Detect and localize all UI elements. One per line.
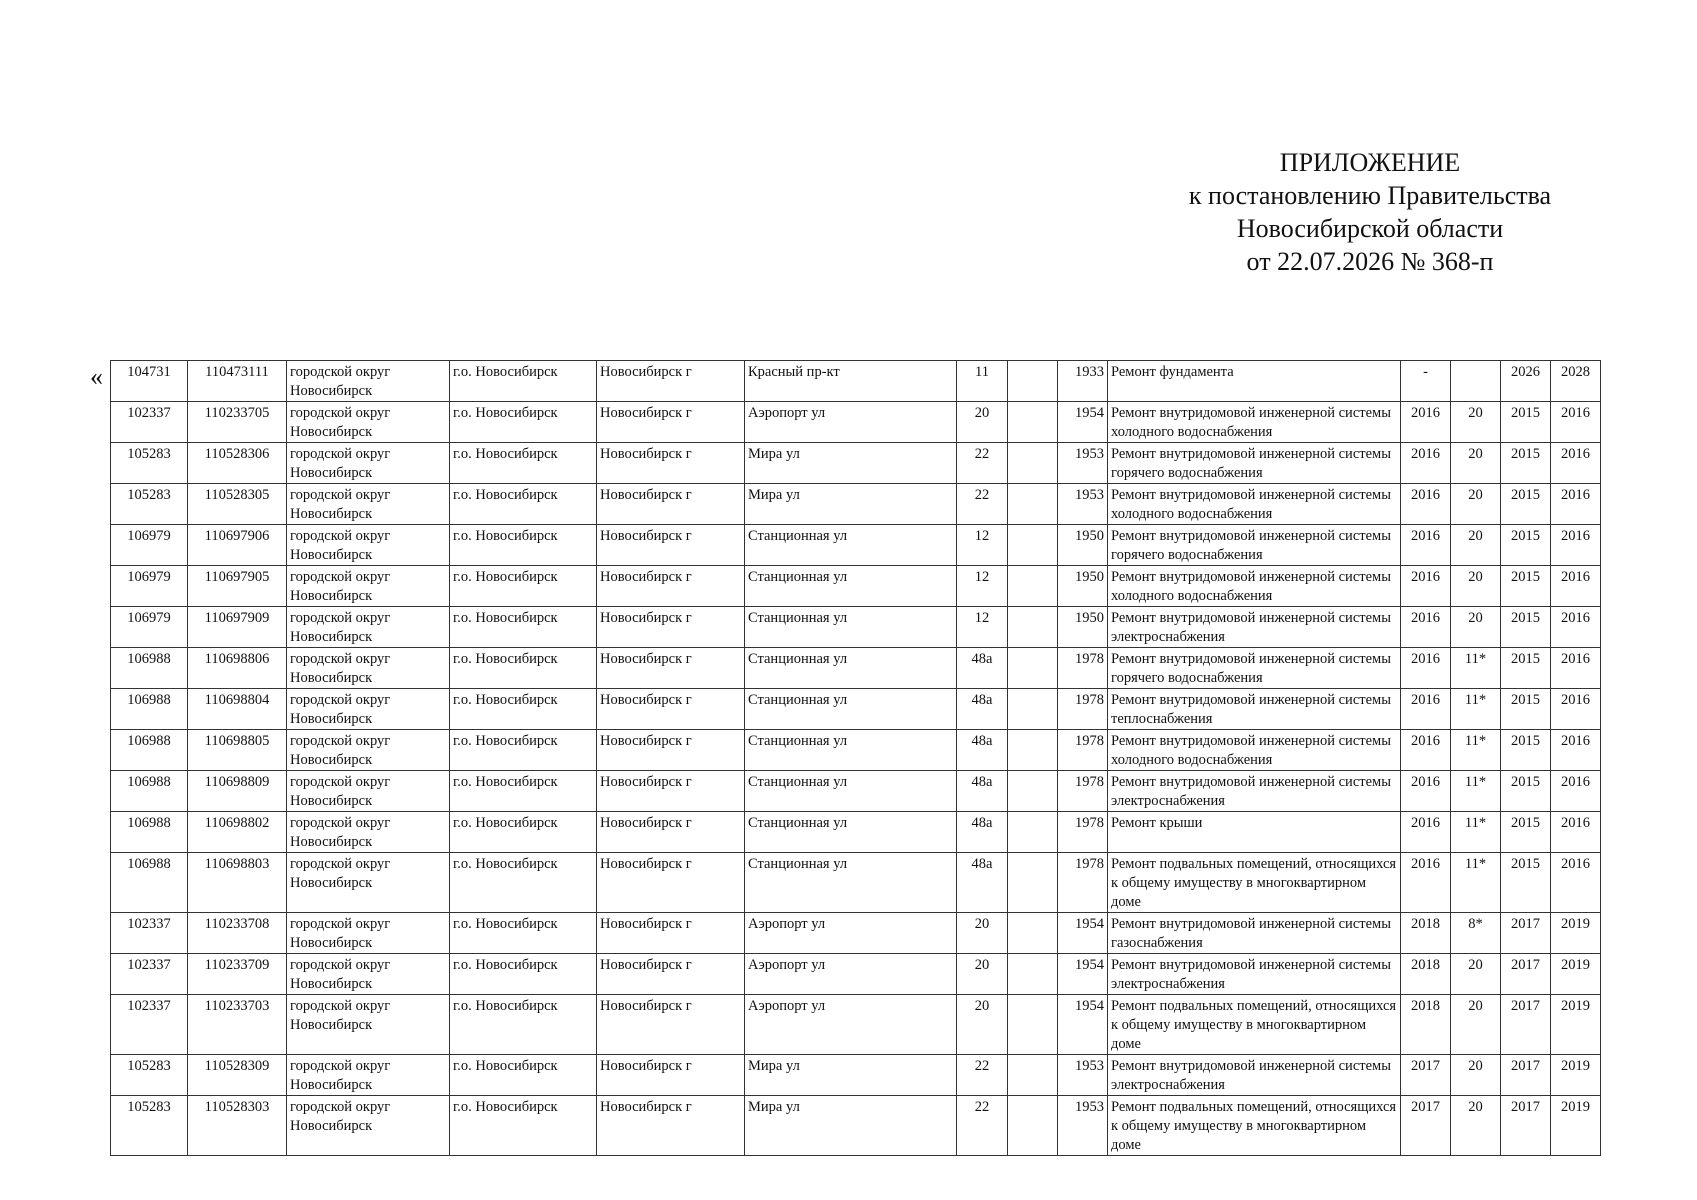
build-year-cell: 1978 — [1058, 648, 1108, 689]
start-year-cell: 2015 — [1501, 402, 1551, 443]
last-repair-year-cell: 2016 — [1401, 648, 1451, 689]
end-year-cell: 2016 — [1551, 648, 1601, 689]
work-type-cell: Ремонт внутридомовой инженерной системы электроснабжения — [1108, 1055, 1401, 1096]
work-id-cell: 110528303 — [188, 1096, 287, 1156]
settlement-cell: Новосибирск г — [597, 525, 745, 566]
work-type-cell: Ремонт внутридомовой инженерной системы горячего водоснабжения — [1108, 443, 1401, 484]
period-cell: 8* — [1451, 913, 1501, 954]
work-id-cell: 110233709 — [188, 954, 287, 995]
build-year-cell: 1954 — [1058, 402, 1108, 443]
period-cell: 11* — [1451, 853, 1501, 913]
work-id-cell: 110528306 — [188, 443, 287, 484]
settlement-cell: Новосибирск г — [597, 648, 745, 689]
settlement-cell: Новосибирск г — [597, 1055, 745, 1096]
municipality-cell: городской округ Новосибирск — [287, 771, 450, 812]
house-id-cell: 105283 — [111, 1055, 188, 1096]
period-cell: 11* — [1451, 648, 1501, 689]
header-title: ПРИЛОЖЕНИЕ — [1279, 148, 1461, 177]
municipality-cell: городской округ Новосибирск — [287, 689, 450, 730]
settlement-cell: Новосибирск г — [597, 689, 745, 730]
house-number-cell: 20 — [957, 995, 1008, 1055]
build-year-cell: 1953 — [1058, 484, 1108, 525]
end-year-cell: 2016 — [1551, 525, 1601, 566]
start-year-cell: 2015 — [1501, 853, 1551, 913]
period-cell: 20 — [1451, 566, 1501, 607]
period-cell: 20 — [1451, 995, 1501, 1055]
district-cell: г.о. Новосибирск — [450, 689, 597, 730]
build-year-cell: 1953 — [1058, 1055, 1108, 1096]
table-row — [111, 954, 1601, 995]
house-number-cell: 22 — [957, 443, 1008, 484]
table-row — [111, 771, 1601, 812]
period-cell: 20 — [1451, 525, 1501, 566]
period-cell: 20 — [1451, 954, 1501, 995]
building-cell — [1008, 1096, 1058, 1156]
last-repair-year-cell: 2017 — [1401, 1096, 1451, 1156]
district-cell: г.о. Новосибирск — [450, 913, 597, 954]
work-type-cell: Ремонт внутридомовой инженерной системы холодного водоснабжения — [1108, 402, 1401, 443]
last-repair-year-cell: 2016 — [1401, 402, 1451, 443]
house-id-cell: 105283 — [111, 443, 188, 484]
build-year-cell: 1978 — [1058, 771, 1108, 812]
municipality-cell: городской округ Новосибирск — [287, 995, 450, 1055]
work-type-cell: Ремонт подвальных помещений, относящихся к общему имуществу в многоквартирном доме — [1108, 853, 1401, 913]
district-cell: г.о. Новосибирск — [450, 607, 597, 648]
work-id-cell: 110698809 — [188, 771, 287, 812]
table-row — [111, 730, 1601, 771]
municipality-cell: городской округ Новосибирск — [287, 607, 450, 648]
start-year-cell: 2015 — [1501, 689, 1551, 730]
start-year-cell: 2015 — [1501, 648, 1551, 689]
street-cell: Аэропорт ул — [745, 913, 957, 954]
work-type-cell: Ремонт внутридомовой инженерной системы холодного водоснабжения — [1108, 484, 1401, 525]
start-year-cell: 2015 — [1501, 730, 1551, 771]
build-year-cell: 1953 — [1058, 1096, 1108, 1156]
street-cell: Аэропорт ул — [745, 954, 957, 995]
start-year-cell: 2017 — [1501, 1055, 1551, 1096]
district-cell: г.о. Новосибирск — [450, 1096, 597, 1156]
district-cell: г.о. Новосибирск — [450, 771, 597, 812]
house-number-cell: 12 — [957, 607, 1008, 648]
municipality-cell: городской округ Новосибирск — [287, 566, 450, 607]
work-id-cell: 110528305 — [188, 484, 287, 525]
work-id-cell: 110698806 — [188, 648, 287, 689]
settlement-cell: Новосибирск г — [597, 607, 745, 648]
building-cell — [1008, 771, 1058, 812]
house-id-cell: 106988 — [111, 648, 188, 689]
table-row — [111, 443, 1601, 484]
work-type-cell: Ремонт внутридомовой инженерной системы холодного водоснабжения — [1108, 730, 1401, 771]
street-cell: Мира ул — [745, 1055, 957, 1096]
house-number-cell: 11 — [957, 361, 1008, 402]
municipality-cell: городской округ Новосибирск — [287, 1096, 450, 1156]
work-type-cell: Ремонт внутридомовой инженерной системы электроснабжения — [1108, 607, 1401, 648]
municipality-cell: городской округ Новосибирск — [287, 913, 450, 954]
house-id-cell: 106979 — [111, 525, 188, 566]
period-cell: 20 — [1451, 1055, 1501, 1096]
settlement-cell: Новосибирск г — [597, 443, 745, 484]
period-cell: 11* — [1451, 771, 1501, 812]
start-year-cell: 2017 — [1501, 995, 1551, 1055]
table-row — [111, 361, 1601, 402]
house-id-cell: 106988 — [111, 853, 188, 913]
house-id-cell: 106988 — [111, 689, 188, 730]
last-repair-year-cell: 2017 — [1401, 1055, 1451, 1096]
work-type-cell: Ремонт внутридомовой инженерной системы горячего водоснабжения — [1108, 525, 1401, 566]
table-row — [111, 566, 1601, 607]
work-type-cell: Ремонт внутридомовой инженерной системы газоснабжения — [1108, 913, 1401, 954]
period-cell: 20 — [1451, 1096, 1501, 1156]
table-body — [111, 361, 1601, 1156]
work-type-cell: Ремонт внутридомовой инженерной системы холодного водоснабжения — [1108, 566, 1401, 607]
street-cell: Мира ул — [745, 484, 957, 525]
settlement-cell: Новосибирск г — [597, 361, 745, 402]
building-cell — [1008, 689, 1058, 730]
header-line-date-number: от 22.07.2026 № 368-п — [1246, 247, 1494, 276]
building-cell — [1008, 730, 1058, 771]
period-cell: 11* — [1451, 812, 1501, 853]
street-cell: Аэропорт ул — [745, 402, 957, 443]
settlement-cell: Новосибирск г — [597, 853, 745, 913]
municipality-cell: городской округ Новосибирск — [287, 402, 450, 443]
municipality-cell: городской округ Новосибирск — [287, 812, 450, 853]
build-year-cell: 1953 — [1058, 443, 1108, 484]
street-cell: Аэропорт ул — [745, 995, 957, 1055]
house-number-cell: 22 — [957, 1096, 1008, 1156]
building-cell — [1008, 443, 1058, 484]
last-repair-year-cell: 2016 — [1401, 525, 1451, 566]
work-id-cell: 110233708 — [188, 913, 287, 954]
build-year-cell: 1978 — [1058, 730, 1108, 771]
house-id-cell: 106988 — [111, 771, 188, 812]
district-cell: г.о. Новосибирск — [450, 566, 597, 607]
work-type-cell: Ремонт внутридомовой инженерной системы горячего водоснабжения — [1108, 648, 1401, 689]
district-cell: г.о. Новосибирск — [450, 443, 597, 484]
table-row — [111, 607, 1601, 648]
district-cell: г.о. Новосибирск — [450, 730, 597, 771]
building-cell — [1008, 607, 1058, 648]
street-cell: Станционная ул — [745, 525, 957, 566]
period-cell: 20 — [1451, 402, 1501, 443]
repair-program-table — [110, 360, 1601, 1156]
end-year-cell: 2019 — [1551, 954, 1601, 995]
start-year-cell: 2017 — [1501, 913, 1551, 954]
municipality-cell: городской округ Новосибирск — [287, 954, 450, 995]
table-row — [111, 689, 1601, 730]
building-cell — [1008, 853, 1058, 913]
street-cell: Станционная ул — [745, 566, 957, 607]
house-id-cell: 106988 — [111, 812, 188, 853]
document-header — [1100, 146, 1640, 278]
end-year-cell: 2016 — [1551, 853, 1601, 913]
table-row — [111, 484, 1601, 525]
street-cell: Станционная ул — [745, 771, 957, 812]
build-year-cell: 1954 — [1058, 995, 1108, 1055]
municipality-cell: городской округ Новосибирск — [287, 361, 450, 402]
build-year-cell: 1950 — [1058, 525, 1108, 566]
table-row — [111, 853, 1601, 913]
house-id-cell: 102337 — [111, 913, 188, 954]
building-cell — [1008, 361, 1058, 402]
period-cell: 11* — [1451, 689, 1501, 730]
building-cell — [1008, 812, 1058, 853]
district-cell: г.о. Новосибирск — [450, 361, 597, 402]
building-cell — [1008, 484, 1058, 525]
street-cell: Станционная ул — [745, 812, 957, 853]
street-cell: Станционная ул — [745, 689, 957, 730]
last-repair-year-cell: 2016 — [1401, 812, 1451, 853]
last-repair-year-cell: 2016 — [1401, 566, 1451, 607]
street-cell: Мира ул — [745, 1096, 957, 1156]
settlement-cell: Новосибирск г — [597, 566, 745, 607]
end-year-cell: 2016 — [1551, 484, 1601, 525]
end-year-cell: 2019 — [1551, 1096, 1601, 1156]
work-id-cell: 110698803 — [188, 853, 287, 913]
street-cell: Мира ул — [745, 443, 957, 484]
street-cell: Станционная ул — [745, 648, 957, 689]
work-id-cell: 110698805 — [188, 730, 287, 771]
house-number-cell: 20 — [957, 402, 1008, 443]
building-cell — [1008, 1055, 1058, 1096]
last-repair-year-cell: 2016 — [1401, 607, 1451, 648]
start-year-cell: 2015 — [1501, 525, 1551, 566]
header-line-region: Новосибирской области — [1236, 214, 1504, 243]
work-type-cell: Ремонт внутридомовой инженерной системы теплоснабжения — [1108, 689, 1401, 730]
street-cell: Станционная ул — [745, 607, 957, 648]
table-row — [111, 995, 1601, 1055]
work-id-cell: 110528309 — [188, 1055, 287, 1096]
start-year-cell: 2017 — [1501, 954, 1551, 995]
building-cell — [1008, 913, 1058, 954]
district-cell: г.о. Новосибирск — [450, 525, 597, 566]
house-number-cell: 22 — [957, 484, 1008, 525]
end-year-cell: 2016 — [1551, 812, 1601, 853]
last-repair-year-cell: 2016 — [1401, 689, 1451, 730]
house-number-cell: 12 — [957, 566, 1008, 607]
end-year-cell: 2019 — [1551, 913, 1601, 954]
municipality-cell: городской округ Новосибирск — [287, 648, 450, 689]
end-year-cell: 2016 — [1551, 402, 1601, 443]
work-id-cell: 110698802 — [188, 812, 287, 853]
period-cell — [1451, 361, 1501, 402]
house-number-cell: 12 — [957, 525, 1008, 566]
end-year-cell: 2016 — [1551, 607, 1601, 648]
settlement-cell: Новосибирск г — [597, 771, 745, 812]
work-id-cell: 110697906 — [188, 525, 287, 566]
last-repair-year-cell: - — [1401, 361, 1451, 402]
house-id-cell: 102337 — [111, 402, 188, 443]
house-id-cell: 105283 — [111, 484, 188, 525]
table-row — [111, 812, 1601, 853]
start-year-cell: 2015 — [1501, 607, 1551, 648]
municipality-cell: городской округ Новосибирск — [287, 853, 450, 913]
build-year-cell: 1978 — [1058, 853, 1108, 913]
house-number-cell: 22 — [957, 1055, 1008, 1096]
build-year-cell: 1978 — [1058, 689, 1108, 730]
house-id-cell: 102337 — [111, 995, 188, 1055]
last-repair-year-cell: 2016 — [1401, 484, 1451, 525]
period-cell: 20 — [1451, 443, 1501, 484]
period-cell: 20 — [1451, 484, 1501, 525]
last-repair-year-cell: 2018 — [1401, 954, 1451, 995]
last-repair-year-cell: 2018 — [1401, 913, 1451, 954]
start-year-cell: 2026 — [1501, 361, 1551, 402]
building-cell — [1008, 402, 1058, 443]
house-number-cell: 20 — [957, 913, 1008, 954]
work-id-cell: 110473111 — [188, 361, 287, 402]
municipality-cell: городской округ Новосибирск — [287, 443, 450, 484]
house-number-cell: 20 — [957, 954, 1008, 995]
house-id-cell: 106988 — [111, 730, 188, 771]
work-type-cell: Ремонт крыши — [1108, 812, 1401, 853]
settlement-cell: Новосибирск г — [597, 402, 745, 443]
last-repair-year-cell: 2016 — [1401, 730, 1451, 771]
house-id-cell: 105283 — [111, 1096, 188, 1156]
work-type-cell: Ремонт подвальных помещений, относящихся к общему имуществу в многоквартирном доме — [1108, 1096, 1401, 1156]
table-row — [111, 913, 1601, 954]
last-repair-year-cell: 2018 — [1401, 995, 1451, 1055]
municipality-cell: городской округ Новосибирск — [287, 730, 450, 771]
build-year-cell: 1978 — [1058, 812, 1108, 853]
start-year-cell: 2015 — [1501, 484, 1551, 525]
period-cell: 20 — [1451, 607, 1501, 648]
end-year-cell: 2016 — [1551, 771, 1601, 812]
building-cell — [1008, 648, 1058, 689]
settlement-cell: Новосибирск г — [597, 1096, 745, 1156]
settlement-cell: Новосибирск г — [597, 484, 745, 525]
district-cell: г.о. Новосибирск — [450, 1055, 597, 1096]
table-row — [111, 1096, 1601, 1156]
street-cell: Красный пр-кт — [745, 361, 957, 402]
building-cell — [1008, 954, 1058, 995]
municipality-cell: городской округ Новосибирск — [287, 525, 450, 566]
house-number-cell: 48а — [957, 812, 1008, 853]
house-number-cell: 48а — [957, 771, 1008, 812]
settlement-cell: Новосибирск г — [597, 730, 745, 771]
start-year-cell: 2015 — [1501, 566, 1551, 607]
work-id-cell: 110697909 — [188, 607, 287, 648]
start-year-cell: 2015 — [1501, 771, 1551, 812]
end-year-cell: 2016 — [1551, 443, 1601, 484]
start-year-cell: 2015 — [1501, 812, 1551, 853]
start-year-cell: 2017 — [1501, 1096, 1551, 1156]
building-cell — [1008, 995, 1058, 1055]
building-cell — [1008, 566, 1058, 607]
work-id-cell: 110233703 — [188, 995, 287, 1055]
district-cell: г.о. Новосибирск — [450, 853, 597, 913]
house-id-cell: 102337 — [111, 954, 188, 995]
end-year-cell: 2019 — [1551, 995, 1601, 1055]
end-year-cell: 2016 — [1551, 689, 1601, 730]
table-row — [111, 525, 1601, 566]
work-type-cell: Ремонт внутридомовой инженерной системы электроснабжения — [1108, 954, 1401, 995]
house-number-cell: 48а — [957, 853, 1008, 913]
end-year-cell: 2016 — [1551, 730, 1601, 771]
district-cell: г.о. Новосибирск — [450, 954, 597, 995]
municipality-cell: городской округ Новосибирск — [287, 1055, 450, 1096]
district-cell: г.о. Новосибирск — [450, 484, 597, 525]
build-year-cell: 1954 — [1058, 954, 1108, 995]
table-row — [111, 402, 1601, 443]
opening-quote-mark: « — [90, 362, 103, 391]
building-cell — [1008, 525, 1058, 566]
district-cell: г.о. Новосибирск — [450, 402, 597, 443]
last-repair-year-cell: 2016 — [1401, 771, 1451, 812]
house-id-cell: 106979 — [111, 607, 188, 648]
work-type-cell: Ремонт внутридомовой инженерной системы электроснабжения — [1108, 771, 1401, 812]
build-year-cell: 1933 — [1058, 361, 1108, 402]
house-number-cell: 48а — [957, 689, 1008, 730]
build-year-cell: 1950 — [1058, 607, 1108, 648]
district-cell: г.о. Новосибирск — [450, 995, 597, 1055]
house-id-cell: 106979 — [111, 566, 188, 607]
end-year-cell: 2028 — [1551, 361, 1601, 402]
table-row — [111, 1055, 1601, 1096]
house-number-cell: 48а — [957, 730, 1008, 771]
start-year-cell: 2015 — [1501, 443, 1551, 484]
house-number-cell: 48а — [957, 648, 1008, 689]
district-cell: г.о. Новосибирск — [450, 648, 597, 689]
period-cell: 11* — [1451, 730, 1501, 771]
work-type-cell: Ремонт фундамента — [1108, 361, 1401, 402]
work-id-cell: 110697905 — [188, 566, 287, 607]
build-year-cell: 1954 — [1058, 913, 1108, 954]
work-id-cell: 110233705 — [188, 402, 287, 443]
last-repair-year-cell: 2016 — [1401, 443, 1451, 484]
table-row — [111, 648, 1601, 689]
work-type-cell: Ремонт подвальных помещений, относящихся к общему имуществу в многоквартирном доме — [1108, 995, 1401, 1055]
end-year-cell: 2016 — [1551, 566, 1601, 607]
settlement-cell: Новосибирск г — [597, 995, 745, 1055]
settlement-cell: Новосибирск г — [597, 812, 745, 853]
header-line-resolution: к постановлению Правительства — [1188, 181, 1552, 210]
street-cell: Станционная ул — [745, 853, 957, 913]
settlement-cell: Новосибирск г — [597, 954, 745, 995]
settlement-cell: Новосибирск г — [597, 913, 745, 954]
street-cell: Станционная ул — [745, 730, 957, 771]
house-id-cell: 104731 — [111, 361, 188, 402]
municipality-cell: городской округ Новосибирск — [287, 484, 450, 525]
end-year-cell: 2019 — [1551, 1055, 1601, 1096]
district-cell: г.о. Новосибирск — [450, 812, 597, 853]
last-repair-year-cell: 2016 — [1401, 853, 1451, 913]
work-id-cell: 110698804 — [188, 689, 287, 730]
build-year-cell: 1950 — [1058, 566, 1108, 607]
